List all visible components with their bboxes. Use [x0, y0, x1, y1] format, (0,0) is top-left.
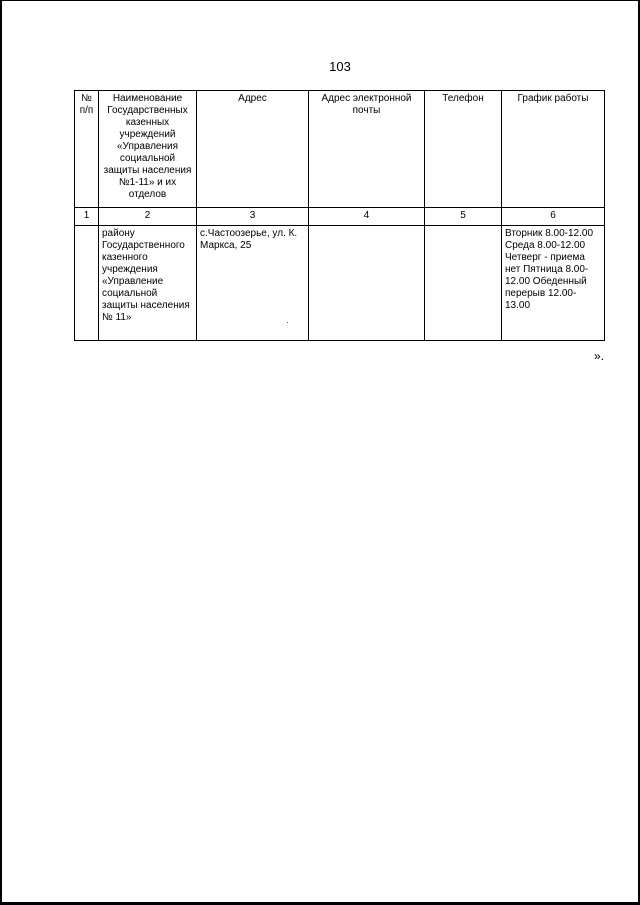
header-cell-schedule: График работы	[502, 91, 605, 208]
column-number-cell: 5	[425, 208, 502, 226]
institutions-table	[74, 90, 605, 341]
table-row	[75, 226, 605, 341]
column-number-cell: 6	[502, 208, 605, 226]
cell-address: с.Частоозерье, ул. К. Маркса, 25	[197, 226, 309, 341]
cell-phone	[425, 226, 502, 341]
cell-number	[75, 226, 99, 341]
column-number-cell: 3	[197, 208, 309, 226]
cell-schedule: Вторник 8.00-12.00 Среда 8.00-12.00 Четверг - приема нет Пятница 8.00-12.00 Обеденный перерыв 12.00-13.00	[502, 226, 605, 341]
header-cell-number: № п/п	[75, 91, 99, 208]
column-number-cell: 2	[99, 208, 197, 226]
header-cell-email: Адрес электронной почты	[309, 91, 425, 208]
header-cell-name: Наименование Государственных казенных учреждений «Управления социальной защиты населения №1-11» и их отделов	[99, 91, 197, 208]
cell-name: району Государственного казенного учреждения «Управление социальной защиты населения № 11»	[99, 226, 197, 341]
table-header-row	[75, 91, 605, 208]
page-border-top	[0, 0, 640, 1]
column-number-cell: 4	[309, 208, 425, 226]
scan-dot: ·	[286, 318, 289, 327]
page-number: 103	[329, 59, 351, 74]
header-cell-phone: Телефон	[425, 91, 502, 208]
column-number-row	[75, 208, 605, 226]
header-cell-address: Адрес	[197, 91, 309, 208]
column-number-cell: 1	[75, 208, 99, 226]
cell-email	[309, 226, 425, 341]
closing-quote: ».	[594, 349, 605, 363]
page-border-left	[0, 0, 2, 905]
